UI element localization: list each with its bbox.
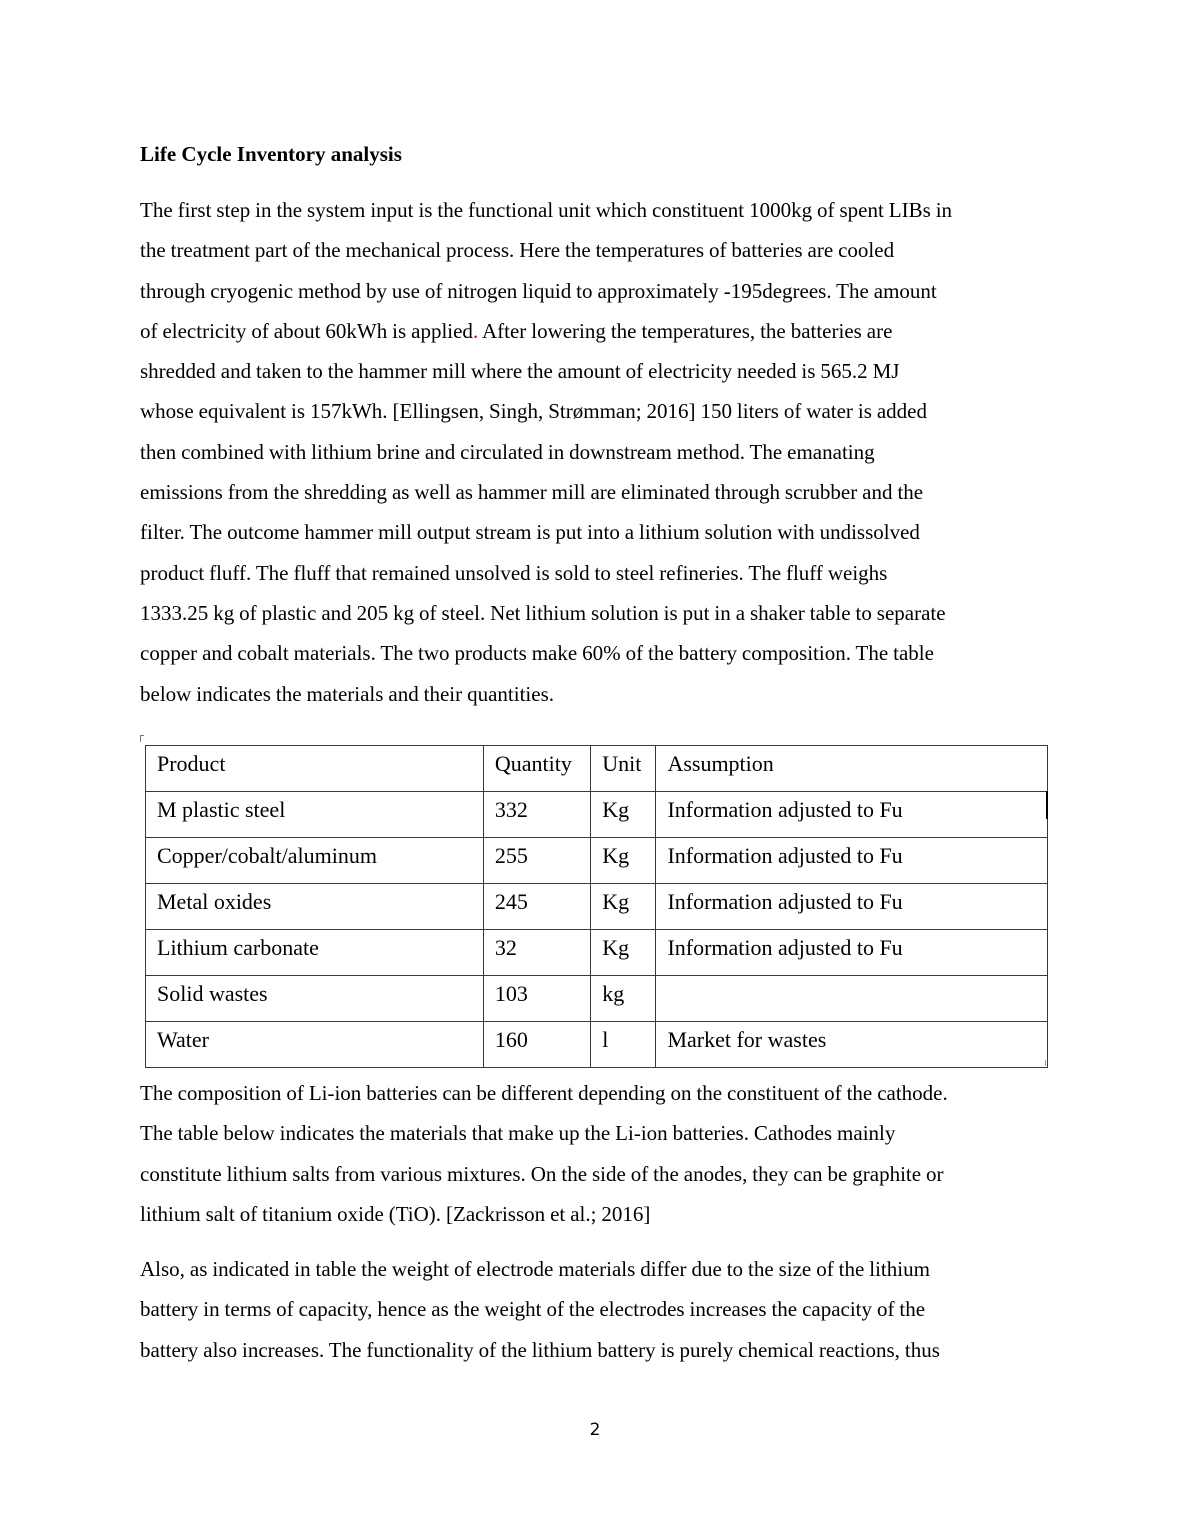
- paragraph-line: constitute lithium salts from various mixtures. On the side of the anodes, they can be graphite or: [140, 1161, 944, 1186]
- paragraph-2: [140, 1073, 1052, 1234]
- table-row: [146, 838, 1048, 884]
- table-row: [146, 792, 1048, 838]
- table-row: [146, 884, 1048, 930]
- paragraph-1: [140, 190, 1052, 714]
- header-product: Product: [146, 746, 484, 792]
- cell-assumption: Information adjusted to Fu: [656, 930, 1048, 976]
- inventory-table: [145, 745, 1048, 1068]
- cell-quantity: 32: [483, 930, 590, 976]
- cell-assumption: Information adjusted to Fu: [656, 884, 1048, 930]
- header-quantity: Quantity: [483, 746, 590, 792]
- cell-product: Lithium carbonate: [146, 930, 484, 976]
- cell-quantity: 103: [483, 976, 590, 1022]
- paragraph-line: The composition of Li-ion batteries can be different depending on the constituent of the cathode.: [140, 1081, 948, 1105]
- paragraph-line: Also, as indicated in table the weight of electrode materials differ due to the size of the lithium: [140, 1257, 930, 1281]
- paragraph-line: emissions from the shredding as well as hammer mill are eliminated through scrubber and the: [140, 480, 924, 505]
- cell-assumption: [656, 976, 1048, 1022]
- cell-assumption: Market for wastes: [656, 1022, 1048, 1068]
- cell-assumption: Information adjusted to Fu: [656, 838, 1048, 884]
- cell-unit: l: [591, 1022, 656, 1068]
- table-row: [146, 930, 1048, 976]
- cell-unit: Kg: [591, 930, 656, 976]
- paragraph-line-start: of electricity of about 60kWh is applied: [140, 318, 473, 343]
- paragraph-line: [140, 311, 1052, 351]
- cell-unit: Kg: [591, 792, 656, 838]
- paragraph-line: lithium salt of titanium oxide (TiO). [Zackrisson et al.; 2016]: [140, 1201, 651, 1226]
- cell-quantity: 160: [483, 1022, 590, 1068]
- paragraph-line: shredded and taken to the hammer mill where the amount of electricity needed is 565.2 MJ: [140, 359, 900, 384]
- header-unit: Unit: [591, 746, 656, 792]
- cell-product: Copper/cobalt/aluminum: [146, 838, 484, 884]
- cell-unit: Kg: [591, 838, 656, 884]
- page-number: 2: [589, 1420, 601, 1440]
- inventory-table-container: [145, 745, 1048, 1068]
- table-row: [146, 976, 1048, 1022]
- paragraph-line-end: After lowering the temperatures, the batteries are: [478, 318, 893, 343]
- cell-quantity: 245: [483, 884, 590, 930]
- paragraph-3: [140, 1249, 1052, 1370]
- paragraph-line: battery also increases. The functionality of the lithium battery is purely chemical reactions, thus: [140, 1337, 940, 1362]
- paragraph-line: 1333.25 kg of plastic and 205 kg of steel. Net lithium solution is put in a shaker table to separate: [140, 600, 946, 625]
- paragraph-line: battery in terms of capacity, hence as the weight of the electrodes increases the capacity of the: [140, 1297, 926, 1322]
- paragraph-line: The table below indicates the materials that make up the Li-ion batteries. Cathodes mainly: [140, 1121, 896, 1146]
- cell-assumption: Information adjusted to Fu: [656, 792, 1048, 838]
- cell-unit: kg: [591, 976, 656, 1022]
- paragraph-line: whose equivalent is 157kWh. [Ellingsen, Singh, Strømman; 2016] 150 liters of water is added: [140, 399, 927, 424]
- cell-product: Metal oxides: [146, 884, 484, 930]
- table-end-mark: [1045, 1060, 1049, 1066]
- paragraph-line: the treatment part of the mechanical process. Here the temperatures of batteries are cooled: [140, 238, 895, 263]
- paragraph-line: below indicates the materials and their quantities.: [140, 681, 554, 706]
- paragraph-line: product fluff. The fluff that remained unsolved is sold to steel refineries. The fluff weighs: [140, 560, 888, 585]
- highlighted-period: .: [472, 318, 479, 343]
- cell-product: M plastic steel: [146, 792, 484, 838]
- paragraph-line: then combined with lithium brine and circulated in downstream method. The emanating: [140, 439, 875, 464]
- text-cursor: [1046, 791, 1048, 819]
- cell-quantity: 255: [483, 838, 590, 884]
- table-row: [146, 1022, 1048, 1068]
- table-header-row: [146, 746, 1048, 792]
- paragraph-line: The first step in the system input is the functional unit which constituent 1000kg of spent LIBs in: [140, 198, 953, 222]
- cell-product: Solid wastes: [146, 976, 484, 1022]
- paragraph-line: copper and cobalt materials. The two products make 60% of the battery composition. The table: [140, 641, 934, 666]
- header-assumption: Assumption: [656, 746, 1048, 792]
- cell-unit: Kg: [591, 884, 656, 930]
- cell-product: Water: [146, 1022, 484, 1068]
- paragraph-line: filter. The outcome hammer mill output stream is put into a lithium solution with undissolved: [140, 520, 920, 545]
- section-heading: Life Cycle Inventory analysis: [140, 142, 402, 166]
- cell-quantity: 332: [483, 792, 590, 838]
- paragraph-line: through cryogenic method by use of nitrogen liquid to approximately -195degrees. The amount: [140, 278, 937, 303]
- table-anchor-mark: [140, 735, 144, 742]
